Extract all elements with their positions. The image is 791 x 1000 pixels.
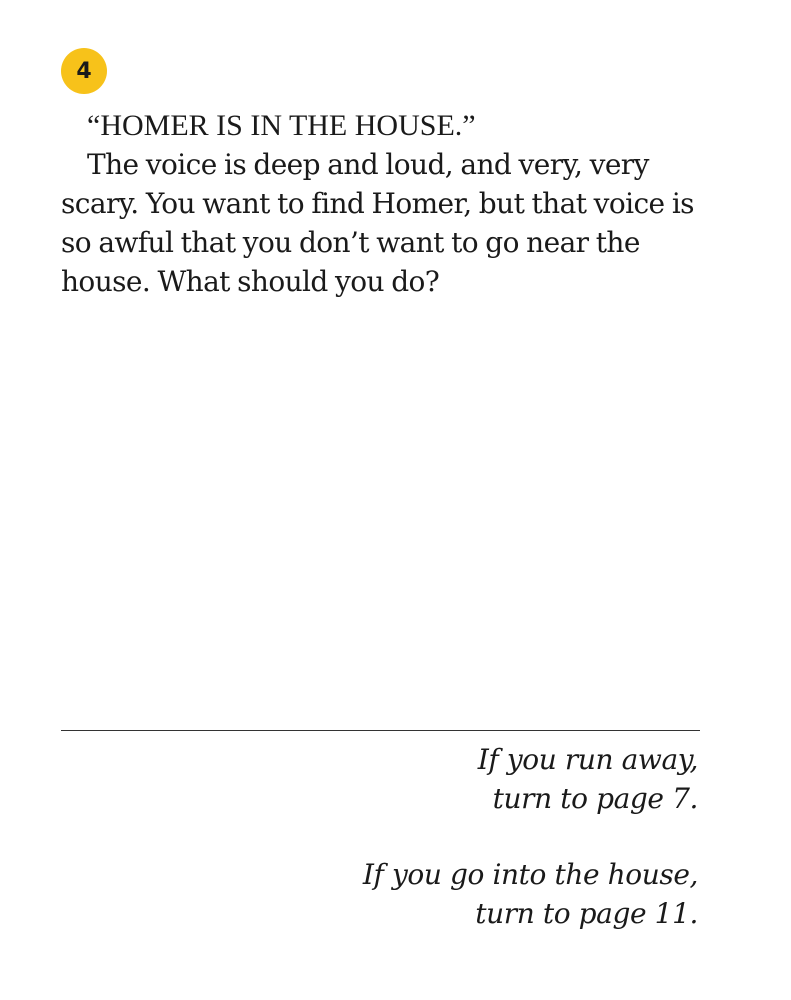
choice-condition: If you go into the house, bbox=[362, 858, 698, 891]
story-paragraph: The voice is deep and loud, and very, very scary. You want to find Homer, but that voice is so awful that you don’t want to go near the house. What should you do? bbox=[61, 148, 694, 298]
choice-run-away bbox=[98, 740, 698, 818]
story-text bbox=[61, 106, 711, 301]
divider-line bbox=[61, 730, 700, 731]
page-number-badge: 4 bbox=[61, 48, 107, 94]
choice-instruction: turn to page 11. bbox=[475, 897, 698, 930]
choice-condition: If you run away, bbox=[477, 743, 698, 776]
story-heading: “HOMER IS IN THE HOUSE.” bbox=[87, 109, 476, 142]
choice-go-into-house bbox=[98, 855, 698, 933]
choice-instruction: turn to page 7. bbox=[492, 782, 698, 815]
choices-list bbox=[98, 740, 698, 970]
